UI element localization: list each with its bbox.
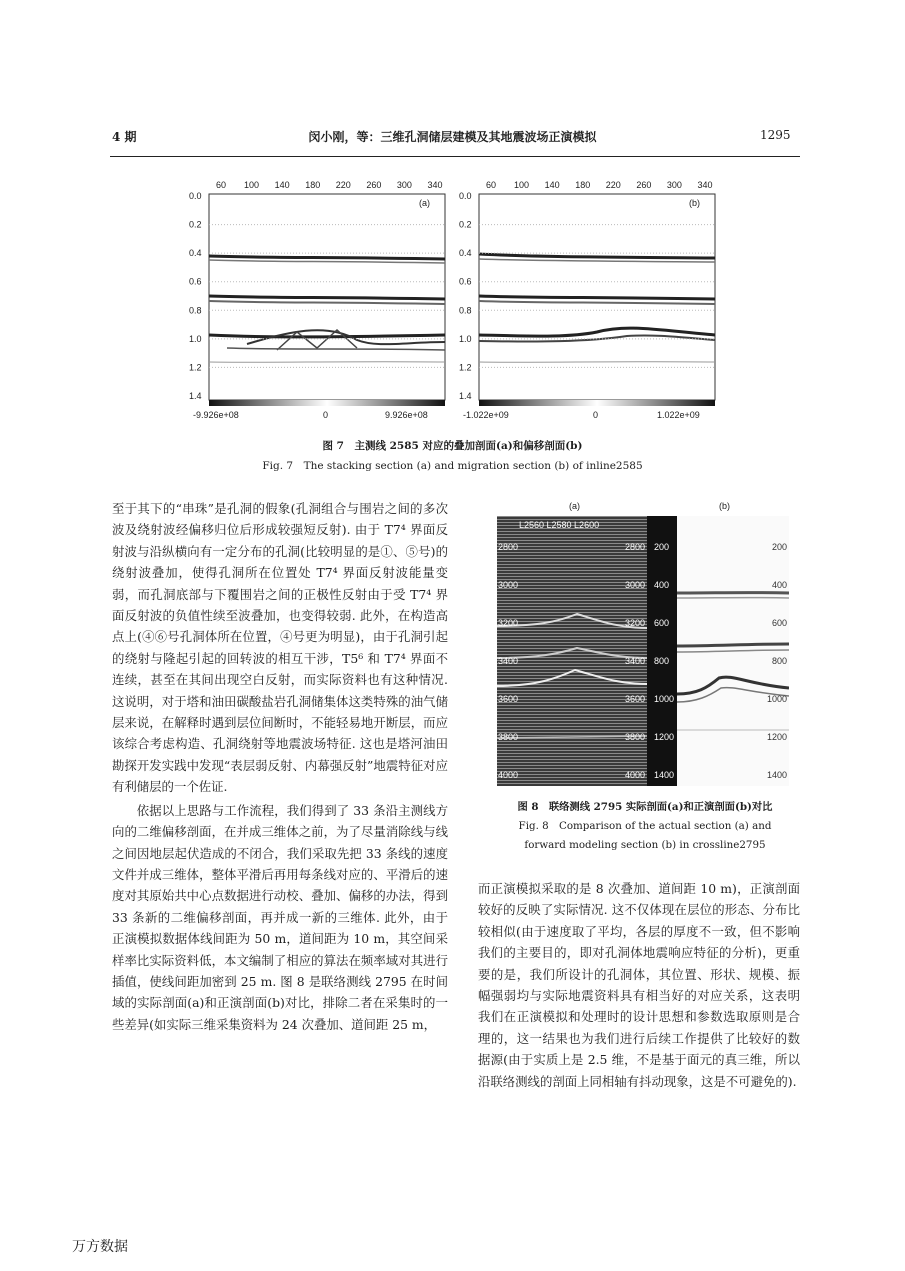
fig8-time-tick-right: 1400 [766,770,787,780]
fig7b-y-tick: 1.0 [459,333,472,344]
fig7a-y-tick: 1.2 [189,362,202,373]
fig8-depth-tick-right: 3000 [625,580,646,590]
fig8-depth-tick-left: 3600 [498,694,519,704]
fig8-caption-en-2: forward modeling section (b) in crossline2795 [524,839,766,851]
fig8-depth-tick-right: 3800 [625,732,646,742]
fig7a-y-tick: 0.6 [189,276,202,287]
fig7-caption-en: Fig. 7 The stacking section (a) and migration section (b) of inline2585 [262,460,643,472]
fig8-depth-tick-left: 3800 [498,732,519,742]
fig7a-x-tick: 340 [427,180,443,190]
fig8-depth-tick-right: 2800 [625,542,646,552]
footer-watermark: 万方数据 [72,1239,128,1255]
fig7a-x-tick: 180 [305,180,321,190]
fig7a-cb-max: 9.926e+08 [385,410,428,420]
fig7b-x-tick: 180 [575,180,591,190]
fig7b-cb-mid: 0 [593,410,599,420]
fig8-label-a: (a) [569,501,580,511]
fig8-line-labels: L2560 L2580 L2600 [519,520,600,530]
fig7a-x-tick: 300 [396,180,412,190]
fig8-depth-tick-left: 4000 [498,770,519,780]
fig7b-x-tick: 260 [636,180,652,190]
left-paragraph-1: 至于其下的“串珠”是孔洞的假象(孔洞组合与围岩之间的多次波及绕射波经偏移归位后形成较强短反射). 由于 T7⁴ 界面反射波与沿纵横向有一定分布的孔洞(比较明显的是①、⑤号)的绕射波叠加，使得孔洞所在位置处 T7⁴ 界面反射波能量变弱，而孔洞底部与下覆围岩之间的正极性反射由于受 T7⁴ 界面反射波的负值性续至波叠加，也变得较弱. 此外，在构造高点上(④⑥号孔洞体所在位置，④号更为明显)，由于孔洞引起的绕射与隆起引起的回转波的相互干涉，T5⁶ 和 T7⁴ 界面不连续，甚至在其间出现空白反射，而实际资料也有这种情况. 这说明，对于塔和油田碳酸盐岩孔洞储集体这类特殊的油气储层来说，在解释时遇到层位间断时，不能轻易地开断层，而应该综合考虑构造、孔洞绕射等地震波场特征. 这也是塔河油田勘探开发实践中发现“表层弱反射、内幕强反射”地震特征对应有利储层的一个佐证. [112,501,448,795]
fig7b-x-tick: 300 [666,180,682,190]
right-paragraph: 而正演模拟采取的是 8 次叠加、道间距 10 m)，正演剖面较好的反映了实际情况. 这不仅体现在层位的形态、分布比较相似(由于速度取了平均，各层的厚度不一致，但不影响我们的主要目的，即对孔洞体地震响应特征的分析)，更重要的是，我们所设计的孔洞体，其位置、形状、规模、振幅强弱均与实际地震资料具有相当好的对应关系，这表明我们在正演模拟和处理时的设计思想和参数选取原则是合理的，这一结果也为我们进行后续工作提供了比较好的数据源(由于实质上是 2.5 维，不是基于面元的真三维，所以沿联络测线的剖面上同相轴有抖动现象，这是不可避免的). [478,881,800,1089]
fig8-depth-tick-left: 3200 [498,618,519,628]
left-paragraph-2: 依据以上思路与工作流程，我们得到了 33 条沿主测线方向的二维偏移剖面，在并成三维体之前，为了尽量消除线与线之间因地层起伏造成的不闭合，我们采取先把 33 条线的速度文件并成三维体，整体平滑后再用每条线对应的、平滑后的速度对其原始共中心点数据进行动校、叠加、偏移的办法，得到 33 条新的二维偏移剖面，再并成一新的三维体. 此外，由于正演模拟数据体线间距为 50 m，道间距为 10 m，其空间采样率比实际资料低，本文编制了相应的算法在频率域对其进行插值，使线间距加密到 25 m. 图 8 是联络测线 2795 在时间域的实际剖面(a)和正演剖面(b)对比，排除二者在采集时的一些差异(如实际三维采集资料为 24 次叠加、道间距 25 m， [112,802,448,1032]
fig8-time-tick-right: 400 [771,580,787,590]
fig7-caption-zh: 图 7 主测线 2585 对应的叠加剖面(a)和偏移剖面(b) [322,440,583,452]
fig7a-x-tick: 260 [366,180,382,190]
fig7b-y-tick: 1.2 [459,362,472,373]
fig8-depth-tick-right: 3200 [625,618,646,628]
fig7b-y-tick: 0.0 [459,191,472,201]
fig7b-x-tick: 340 [697,180,713,190]
fig8-time-tick-left: 200 [654,542,670,552]
fig7a-cb-min: -9.926e+08 [193,410,239,420]
fig8-depth-tick-right: 3600 [625,694,646,704]
fig7a-y-tick: 0.4 [189,248,202,259]
fig7b-x-tick: 140 [544,180,560,190]
fig7b-y-tick: 0.8 [459,305,472,316]
fig8-time-tick-left: 1000 [654,694,675,704]
fig8-depth-tick-right: 4000 [625,770,646,780]
fig8-depth-tick-left: 3400 [498,656,519,666]
fig8-label-b: (b) [719,501,730,511]
fig7a-y-tick: 1.0 [189,333,202,344]
fig8-depth-tick-right: 3400 [625,656,646,666]
fig7b-y-tick: 0.4 [459,248,472,259]
left-column [112,498,448,1035]
fig8-time-tick-left: 800 [654,656,670,666]
fig7b-x-tick: 60 [485,180,497,190]
figure-8 [497,498,789,788]
fig7-panel-a [187,172,451,430]
fig8-time-tick-left: 400 [654,580,670,590]
fig7b-y-tick: 0.2 [459,219,472,230]
fig8-time-tick-right: 600 [771,618,787,628]
fig7b-x-tick: 100 [514,180,530,190]
fig8-time-tick-right: 1200 [766,732,787,742]
fig8-caption-zh: 图 8 联络测线 2795 实际剖面(a)和正演剖面(b)对比 [517,801,773,813]
running-title: 闵小刚，等：三维孔洞储层建模及其地震波场正演模拟 [308,130,597,144]
fig7b-cb-max: 1.022e+09 [657,410,700,420]
fig7b-x-tick: 220 [605,180,621,190]
fig8-time-tick-right: 800 [771,656,787,666]
fig7b-y-tick: 0.6 [459,276,472,287]
fig7a-x-tick: 100 [244,180,260,190]
fig7b-y-tick: 1.4 [459,391,472,401]
fig8-caption-en-1: Fig. 8 Comparison of the actual section (a) and [518,820,772,832]
fig7a-y-tick: 0.2 [189,219,202,230]
fig7b-cb-min: -1.022e+09 [463,410,509,420]
fig8-time-tick-left: 1400 [654,770,675,780]
fig7a-y-tick: 1.4 [189,391,202,401]
fig8-time-tick-right: 1000 [766,694,787,704]
fig7a-x-tick: 220 [335,180,351,190]
fig7b-label: (b) [689,198,700,208]
fig7a-cb-mid: 0 [323,410,329,420]
fig8-caption [492,798,798,855]
fig7a-y-tick: 0.8 [189,305,202,316]
figure-7 [187,172,721,430]
fig8-time-tick-right: 200 [771,542,787,552]
fig7a-x-tick: 60 [215,180,227,190]
fig7a-y-tick: 0.0 [189,191,202,201]
fig7-panel-b [457,172,721,430]
page-number: 1295 [760,128,791,142]
fig8-time-tick-left: 600 [654,618,670,628]
issue-number: 4 期 [112,130,137,144]
header-rule [110,156,800,157]
fig8-depth-tick-left: 2800 [498,542,519,552]
fig8-time-tick-left: 1200 [654,732,675,742]
fig7a-x-tick: 140 [274,180,290,190]
fig7a-label: (a) [419,198,430,208]
right-column [478,878,800,1092]
fig8-depth-tick-left: 3000 [498,580,519,590]
